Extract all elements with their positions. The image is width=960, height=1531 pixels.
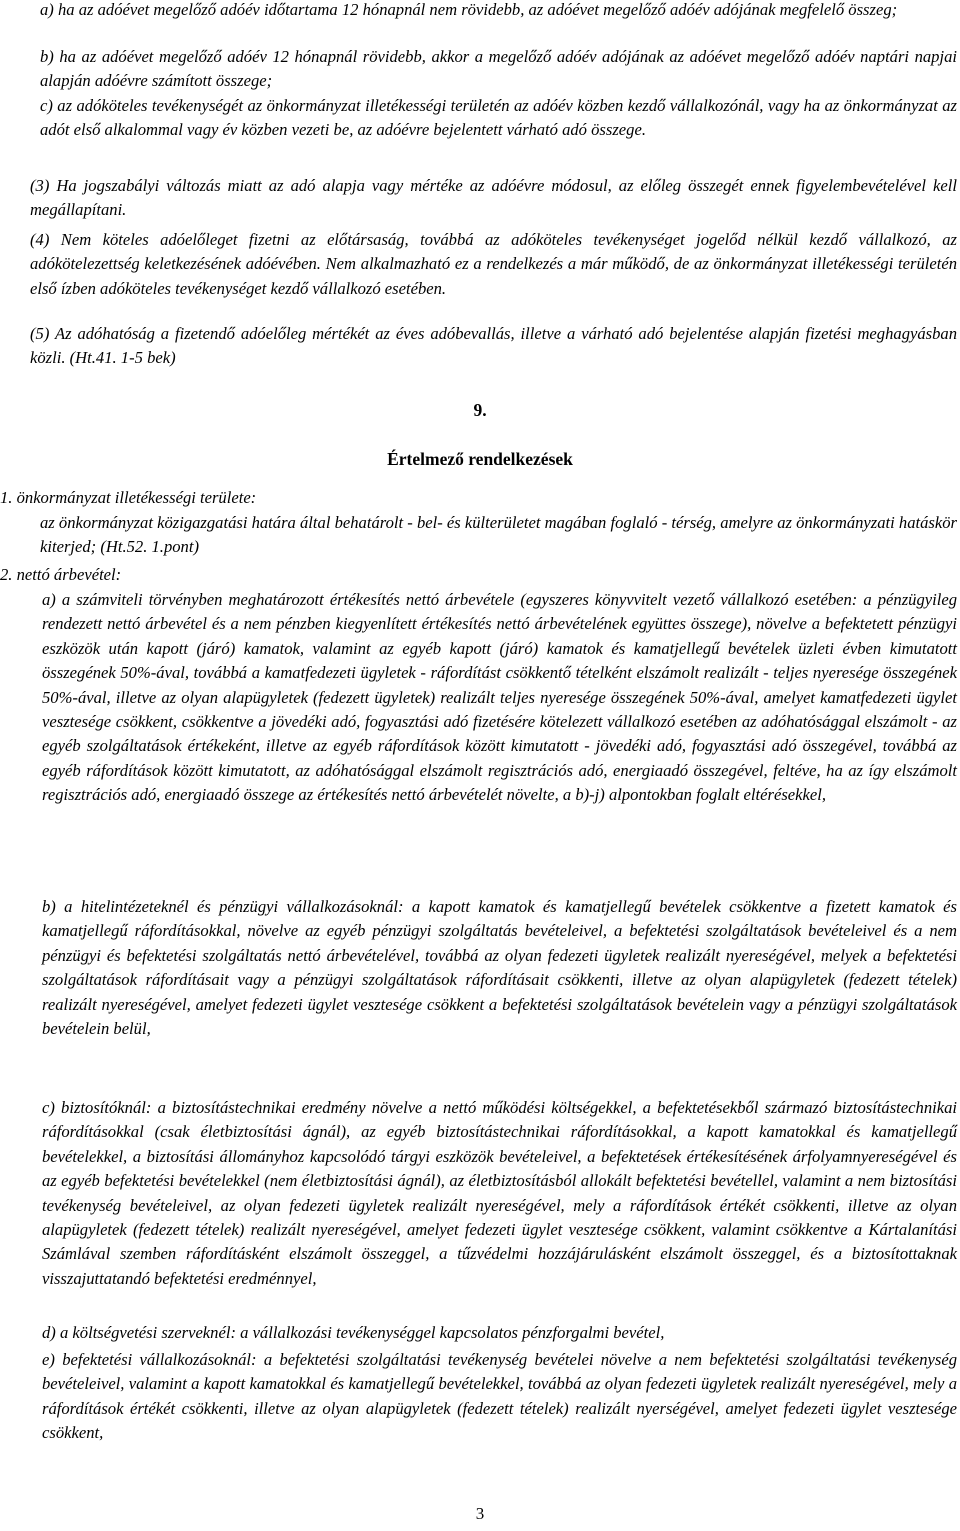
term-1-label: 1. önkormányzat illetékességi területe: [0,488,257,507]
page-number: 3 [475,1504,485,1523]
paragraph-c: c) az adóköteles tevékenységét az önkormányzat illetékességi területén az adóév közben kezdő vállalkozónál, vagy ha az önkormányzat az adót első alkalommal vagy év közben vezeti be, az adóévre bejelentett várható adó összege. [40,96,957,140]
section-number: 9. [473,400,487,420]
paragraph-a: a) ha az adóévet megelőző adóév időtartama 12 hónapnál nem rövidebb, az adóévet megelőző adóév adójának megfelelő összeg; [40,0,898,19]
paragraph-b: b) ha az adóévet megelőző adóév 12 hónapnál rövidebb, akkor a megelőző adóév adójának az adóévet megelőző adóév naptári napjai alapján adóévre számított összege; [40,47,957,91]
term-2-point-d: d) a költségvetési szerveknél: a vállalkozási tevékenységgel kapcsolatos pénzforgalmi bevétel, [42,1323,665,1342]
section-title: Értelmező rendelkezések [387,449,573,469]
term-1-text: az önkormányzat közigazgatási határa által behatárolt - bel- és külterületet magában foglaló - térség, amelyre az önkormányzati hatáskör kiterjed; (Ht.52. 1.pont) [40,513,957,557]
term-2-point-b: b) a hitelintézeteknél és pénzügyi vállalkozásoknál: a kapott kamatok és kamatjellegű bevételek csökkentve a fizetett kamatok és kamatjellegű ráfordításokkal, növelve az egyéb pénzügyi szolgáltatás bevételeivel, a befektetési szolgáltatások bevételeivel és a nem pénzügyi és befektetési szolgáltatás nettó árbevételével, továbbá az olyan fedezeti ügyletek realizált nyereségével, melyek a befektetési szolgáltatások ráfordításait vagy a pénzügyi szolgáltatások ráfordításait csökkenti, illetve az olyan alapügyletek (fedezett tételek) realizált nyereségével, amelyet fedezeti ügylet vesztesége csökkent a befektetési szolgáltatások bevételein vagy a pénzügyi szolgáltatások bevételein belül, [42,897,957,1039]
paragraph-5: (5) Az adóhatóság a fizetendő adóelőleg mértékét az éves adóbevallás, illetve a várható adó bejelentése alapján fizetési meghagyásban közli. (Ht.41. 1-5 bek) [30,324,957,368]
paragraph-3: (3) Ha jogszabályi változás miatt az adó alapja vagy mértéke az adóévre módosul, az előleg összegét ennek figyelembevételével kell megállapítani. [30,176,957,220]
term-2-label: 2. nettó árbevétel: [0,565,122,584]
paragraph-4: (4) Nem köteles adóelőleget fizetni az előtársaság, továbbá az adóköteles tevékenységet jogelőd nélkül kezdő vállalkozó, az adókötelezettség keletkezésének adóévében. Nem alkalmazható ez a rendelkezés a már működő, de az önkormányzat illetékességi területén első ízben adóköteles tevékenységet kezdő vállalkozó esetében. [30,230,957,298]
term-2-point-c: c) biztosítóknál: a biztosítástechnikai eredmény növelve a nettó működési költségekkel, a befektetésekből származó biztosítástechnikai ráfordításokkal (csak életbiztosítási ágnál), az egyéb biztosítástechnikai ráfordításokkal, a kapott kamatokkal és kamatjellegű bevételekkel, a biztosítási állományhoz kapcsolódó tárgyi eszközök bevételeivel, a befektetések értékesítésének árfolyamnyereségével és az egyéb befektetési bevételekkel (nem életbiztosítási ágnál), az életbiztosításból allokált befektetési bevétellel, valamint a nem biztosítási tevékenység bevételeivel, az olyan fedezeti ügyletek realizált nyereségével, mely a ráfordítások értékét csökkenti, illetve az olyan alapügyletek (fedezett tételek) realizált nyereségével, amelyet fedezeti ügylet vesztesége csökkent, valamint csökkentve a Kártalanítási Számlával szemben ráfordításként elszámolt összeggel, a tűzvédelmi hozzájárulásként elszámolt összeggel, és a biztosítottaknak visszajuttatandó befektetési eredménnyel, [42,1098,957,1288]
term-2-point-a: a) a számviteli törvényben meghatározott értékesítés nettó árbevétele (egyszeres könyvvitelt vezető vállalkozó esetében: a pénzügyileg rendezett nettó árbevétel és a nem pénzben kiegyenlített értékesítés nettó árbevételének együttes összege), növelve a befektetett pénzügyi eszközök után kapott (járó) kamatok, valamint az egyéb kapott (járó) kamatok és kamatjellegű bevételek üzleti évben kimutatott összegének 50%-ával, továbbá a kamatfedezeti ügyletek - ráfordítást csökkentő tételként elszámolt realizált - teljes nyeresége összegének 50%-ával, illetve az olyan alapügyletek (fedezett ügyletek) realizált teljes nyeresége összegének 50%-ával, amelyet kamatfedezeti ügylet vesztesége csökkent, csökkentve a jövedéki adó, fogyasztási adó fizetésére kötelezett vállalkozó esetében az adóhatósággal elszámolt - az egyéb szolgáltatások értékeként, illetve az egyéb ráfordítások között kimutatott - jövedéki adó, fogyasztási adó összegével, továbbá az egyéb ráfordítások között kimutatott, az adóhatósággal elszámolt regisztrációs adó, energiaadó összegével, feltéve, ha az így elszámolt regisztrációs adó, energiaadó összege az értékesítés nettó árbevételét növelte, a b)-j) alpontokban foglalt eltérésekkel, [42,590,957,805]
term-2-point-e: e) befektetési vállalkozásoknál: a befektetési szolgáltatási tevékenység bevételei növelve a nem befektetési szolgáltatási tevékenység bevételeivel, valamint a kapott kamatokkal és kamatjellegű bevételekkel, továbbá az olyan fedezeti ügyletek realizált nyereségével, mely a ráfordítások értékét csökkenti, illetve az olyan alapügyletek (fedezett tételek) realizált nyerségével, amelyet fedezeti ügylet vesztesége csökkent, [42,1350,957,1443]
